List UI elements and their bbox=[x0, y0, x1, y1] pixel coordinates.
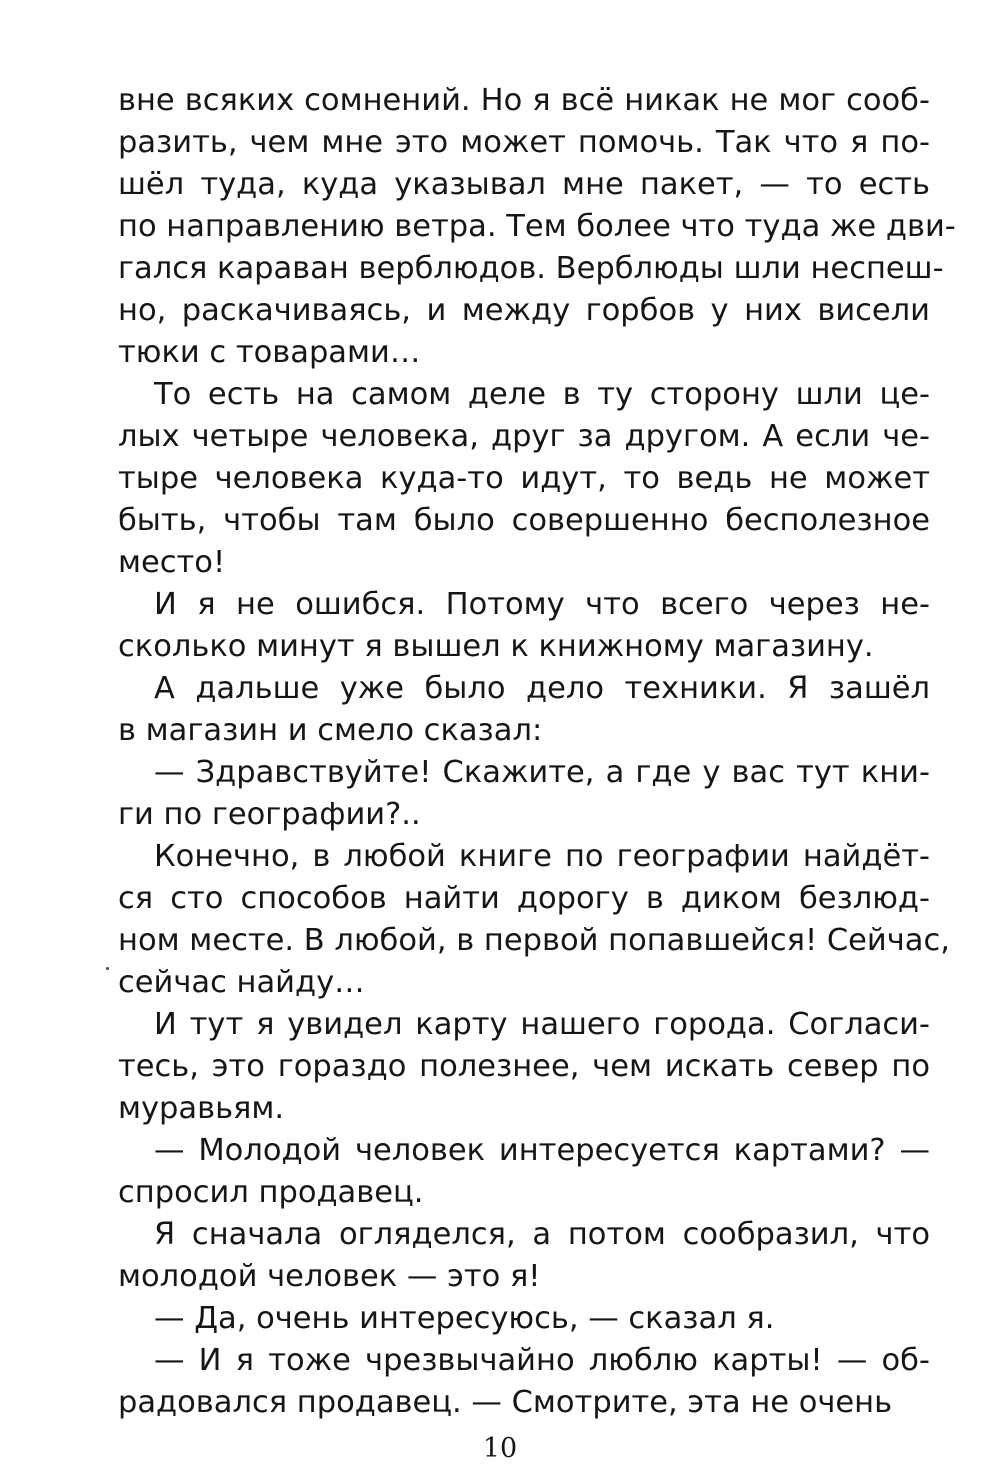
text-line: в магазин и смело сказал: bbox=[118, 713, 543, 748]
text-line: И тут я увидел карту нашего города. Согласи- bbox=[154, 1007, 930, 1042]
text-line: То есть на самом деле в ту сторону шли це- bbox=[154, 377, 930, 412]
text-line: быть, чтобы там было совершенно бесполезное bbox=[118, 503, 930, 538]
text-line: И я не ошибся. Потому что всего через не- bbox=[154, 587, 930, 622]
text-line: разить, чем мне это может помочь. Так что я по- bbox=[118, 125, 930, 160]
text-line: спросил продавец. bbox=[118, 1175, 424, 1210]
text-line: сейчас найду… bbox=[118, 965, 365, 1000]
text-line: тесь, это гораздо полезнее, чем искать север по bbox=[118, 1049, 930, 1084]
text-line: вне всяких сомнений. Но я всё никак не мог сооб- bbox=[118, 83, 930, 118]
text-line: — И я тоже чрезвычайно люблю карты! — об- bbox=[154, 1343, 930, 1378]
text-line: ся сто способов найти дорогу в диком безлюд- bbox=[118, 881, 930, 916]
page-number: 10 bbox=[482, 1433, 518, 1464]
text-line: — Да, очень интересуюсь, — сказал я. bbox=[154, 1301, 775, 1336]
text-line: гался караван верблюдов. Верблюды шли неспеш- bbox=[118, 251, 944, 286]
text-line: ги по географии?.. bbox=[118, 797, 421, 832]
text-line: тюки с товарами… bbox=[118, 335, 421, 370]
text-line: Конечно, в любой книге по географии найдёт- bbox=[154, 839, 930, 874]
text-line: муравьям. bbox=[118, 1091, 285, 1126]
text-line: но, раскачиваясь, и между горбов у них висели bbox=[118, 293, 930, 328]
text-line: шёл туда, куда указывал мне пакет, — то есть bbox=[118, 167, 930, 202]
text-line: по направлению ветра. Тем более что туда же дви- bbox=[118, 209, 956, 244]
text-line: Я сначала огляделся, а потом сообразил, что bbox=[154, 1217, 930, 1252]
text-line: лых четыре человека, друг за другом. А если че- bbox=[118, 419, 930, 454]
text-line: радовался продавец. — Смотрите, эта не очень bbox=[118, 1385, 893, 1420]
text-line: — Здравствуйте! Скажите, а где у вас тут кни- bbox=[154, 755, 930, 790]
body-text bbox=[118, 0, 956, 1420]
text-line: тыре человека куда-то идут, то ведь не может bbox=[118, 461, 930, 496]
text-line: ном месте. В любой, в первой попавшейся! Сейчас, bbox=[118, 923, 950, 958]
text-line: — Молодой человек интересуется картами? — bbox=[154, 1133, 930, 1168]
margin-dot bbox=[106, 967, 109, 970]
text-line: молодой человек — это я! bbox=[118, 1259, 541, 1294]
text-line: место! bbox=[118, 545, 226, 580]
text-line: сколько минут я вышел к книжному магазину. bbox=[118, 629, 874, 664]
text-line: А дальше уже было дело техники. Я зашёл bbox=[154, 671, 930, 706]
